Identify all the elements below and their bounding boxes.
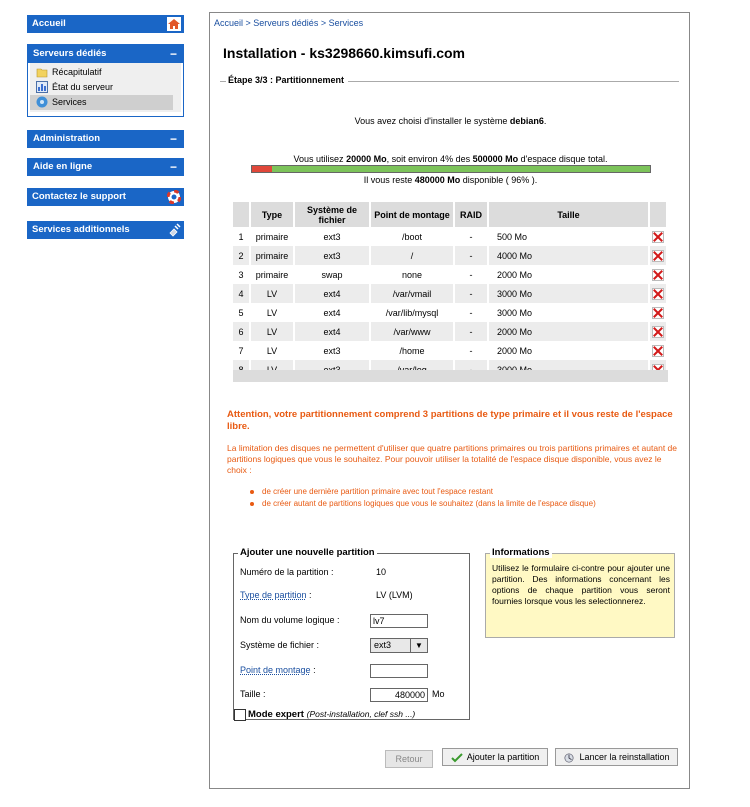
sidebar-group-aide[interactable] [27,158,184,176]
sidebar-serveurs-label: Serveurs dédiés [33,48,107,59]
remaining-value: 480000 Mo [414,175,461,185]
partition-number: 3 [233,265,250,284]
partition-mount: /boot [370,227,454,246]
partition-type: LV [250,284,294,303]
usage-used: 20000 Mo [346,154,387,164]
partition-size: 2000 Mo [488,341,649,360]
delete-cell [649,227,667,246]
partition-mount: /home [370,341,454,360]
partition-number: 5 [233,303,250,322]
reinstall-button[interactable] [555,748,678,766]
table-row [233,322,667,341]
list-item: de créer autant de partitions logiques que vous le souhaitez (dans la limite de l'espace disque) [248,498,596,510]
add-partition-form [233,547,470,720]
chosen-prefix: Vous avez choisi d'installer le système [354,116,510,126]
usage-text: , soit environ 4% des [386,154,473,164]
partition-size: 2000 Mo [488,322,649,341]
collapse-icon[interactable]: − [169,160,177,174]
partition-type: primaire [250,227,294,246]
usage-total: 500000 Mo [472,154,519,164]
breadcrumb-serveurs[interactable]: Serveurs dédiés [253,18,319,28]
field-colon: : [306,590,312,600]
partition-raid: - [454,341,488,360]
col-raid: RAID [454,202,488,227]
table-row [233,341,667,360]
sidebar-support[interactable] [27,188,184,206]
table-row [233,227,667,246]
services-icon [36,96,48,108]
check-icon [451,753,463,763]
remaining-text: Il vous reste [363,175,415,185]
partition-raid: - [454,227,488,246]
delete-icon[interactable] [652,307,664,319]
chosen-suffix: . [543,116,547,126]
field-label [240,665,316,675]
table-header-row [233,202,667,227]
breadcrumb-separator: > [318,18,329,28]
partition-filesystem: swap [294,265,370,284]
expert-mode-checkbox[interactable] [234,709,246,721]
col-size: Taille [488,202,649,227]
delete-cell [649,246,667,265]
expert-mode-title: Mode expert [248,709,304,720]
field-colon: : [310,665,316,675]
partition-number: 2 [233,246,250,265]
delete-cell [649,265,667,284]
home-icon [167,17,181,31]
partition-filesystem: ext4 [294,303,370,322]
partition-type: LV [250,341,294,360]
filesystem-selected-value: ext3 [374,640,392,650]
partition-mount: /var/lib/mysql [370,303,454,322]
col-mount: Point de montage [370,202,454,227]
plug-icon [167,223,181,237]
usage-text: d'espace disque total. [518,154,608,164]
breadcrumb-accueil[interactable]: Accueil [214,18,244,28]
partition-raid: - [454,322,488,341]
sidebar-accueil[interactable] [27,15,184,33]
list-item: de créer une dernière partition primaire avec tout l'espace restant [248,486,596,498]
partition-type: primaire [250,265,294,284]
delete-icon[interactable] [652,250,664,262]
sidebar-additionnels-label: Services additionnels [32,224,130,235]
chevron-down-icon[interactable]: ▼ [410,639,427,652]
sidebar-item-services[interactable] [30,95,173,110]
chart-icon [36,81,48,93]
partition-raid: - [454,284,488,303]
sidebar-group-serveurs [27,44,184,117]
information-text: Utilisez le formulaire ci-contre pour ajouter une partition. Des informations concernant les options de chaque partition vous seront fournies lorsque vous les selectionnerez. [492,563,670,606]
sidebar-accueil-label: Accueil [32,18,66,29]
delete-icon[interactable] [652,326,664,338]
partition-size: 3000 Mo [488,284,649,303]
col-fs: Système de fichier [294,202,370,227]
folder-icon [36,66,48,78]
partition-type: LV [250,322,294,341]
sidebar-aide-label: Aide en ligne [33,161,93,172]
field-label [240,590,312,600]
lifebuoy-icon [167,190,181,204]
sidebar-aide-header[interactable] [28,158,183,176]
mount-point-input[interactable] [370,664,428,678]
partition-number: 1 [233,227,250,246]
sidebar-administration-label: Administration [33,133,101,144]
back-button[interactable]: Retour [385,750,433,768]
field-label: Numéro de la partition : [240,567,334,577]
field-label: Taille : [240,689,266,699]
sidebar-support-label: Contactez le support [32,191,126,202]
add-partition-legend: Ajouter une nouvelle partition [240,547,375,558]
partition-mount: /var/www [370,322,454,341]
breadcrumb-services[interactable]: Services [328,18,364,28]
information-legend: Informations [492,547,550,558]
table-footer [233,370,668,382]
sidebar-item-label: Services [52,97,87,107]
step-label: Étape 3/3 : Partitionnement [226,75,348,85]
filesystem-select[interactable] [370,638,428,653]
add-partition-label: Ajouter la partition [466,752,540,762]
col-delete [649,202,667,227]
disk-usage-text [210,154,691,164]
partition-type: primaire [250,246,294,265]
partition-raid: - [454,303,488,322]
partition-raid: - [454,265,488,284]
disk-usage-bar [251,165,651,173]
delete-icon[interactable] [652,345,664,357]
partition-size: 3000 Mo [488,303,649,322]
collapse-icon[interactable]: − [169,47,177,61]
partition-number: 4 [233,284,250,303]
table-row [233,284,667,303]
partition-filesystem: ext3 [294,341,370,360]
delete-cell [649,322,667,341]
size-input[interactable]: 480000 [370,688,428,702]
partition-mount: / [370,246,454,265]
field-label: Système de fichier : [240,640,320,650]
field-label: Nom du volume logique : [240,615,340,625]
primary-partition-warning: Attention, votre partitionnement comprend 3 partitions de type primaire et il vous reste de l'espace libre. [227,409,673,432]
col-num [233,202,250,227]
reinstall-icon [563,753,575,763]
delete-icon[interactable] [652,288,664,300]
partition-filesystem: ext3 [294,227,370,246]
delete-cell [649,341,667,360]
partition-number: 7 [233,341,250,360]
partition-raid: - [454,246,488,265]
partition-number-value: 10 [376,567,387,577]
sidebar-serveurs-header[interactable] [28,45,183,63]
usage-text: Vous utilisez [293,154,347,164]
expert-mode-label [248,709,415,720]
table-row [233,265,667,284]
partition-size: 500 Mo [488,227,649,246]
collapse-icon[interactable]: − [169,132,177,146]
sidebar-serveurs-items [30,63,181,112]
partition-filesystem: ext4 [294,284,370,303]
sidebar-item-label: Récapitulatif [52,67,102,77]
sidebar-item-label: État du serveur [52,82,114,92]
delete-cell [649,303,667,322]
sidebar-item-etat[interactable] [30,80,181,95]
chosen-system-text [210,116,691,126]
partition-mount: none [370,265,454,284]
partition-mount: /var/vmail [370,284,454,303]
partition-number: 6 [233,322,250,341]
table-row [233,303,667,322]
delete-icon[interactable] [652,231,664,243]
volume-name-input[interactable]: lv7 [370,614,428,628]
sidebar-administration-header[interactable] [28,130,183,148]
disk-usage-bar-used [252,166,272,172]
partition-type-value: LV (LVM) [376,590,413,600]
add-partition-button[interactable] [442,748,548,766]
information-box [485,547,675,638]
partition-type: LV [250,303,294,322]
partition-type-help-link[interactable]: Type de partition [240,590,307,600]
breadcrumb-separator: > [243,18,254,28]
delete-icon[interactable] [652,269,664,281]
partition-filesystem: ext4 [294,322,370,341]
breadcrumb [214,18,363,28]
mount-point-help-link[interactable]: Point de montage [240,665,311,675]
page-title: Installation - ks3298660.kimsufi.com [223,45,465,61]
partition-table [233,202,668,379]
partition-filesystem: ext3 [294,246,370,265]
table-row [233,246,667,265]
options-list [248,486,596,510]
col-type: Type [250,202,294,227]
partition-size: 2000 Mo [488,265,649,284]
partition-size: 4000 Mo [488,246,649,265]
expert-mode-hint: (Post-installation, clef ssh ...) [306,709,416,719]
sidebar-group-administration[interactable] [27,130,184,148]
sidebar-additionnels[interactable] [27,221,184,239]
reinstall-label: Lancer la reinstallation [579,752,670,762]
delete-cell [649,284,667,303]
main-panel [209,12,690,789]
remaining-text: disponible ( 96% ). [460,175,538,185]
limitation-text: La limitation des disques ne permettent d'utiliser que quatre partitions primaires ou trois partitions primaires et autant de partitions logiques que vous le souhaitez. Pour pouvoir utiliser la totalité de l'espace disque disponible, vous avez le choix : [227,443,677,475]
size-unit: Mo [432,689,445,699]
chosen-system: debian6 [509,116,544,126]
sidebar-item-recapitulatif[interactable] [30,65,181,80]
disk-remaining-text [210,175,691,185]
